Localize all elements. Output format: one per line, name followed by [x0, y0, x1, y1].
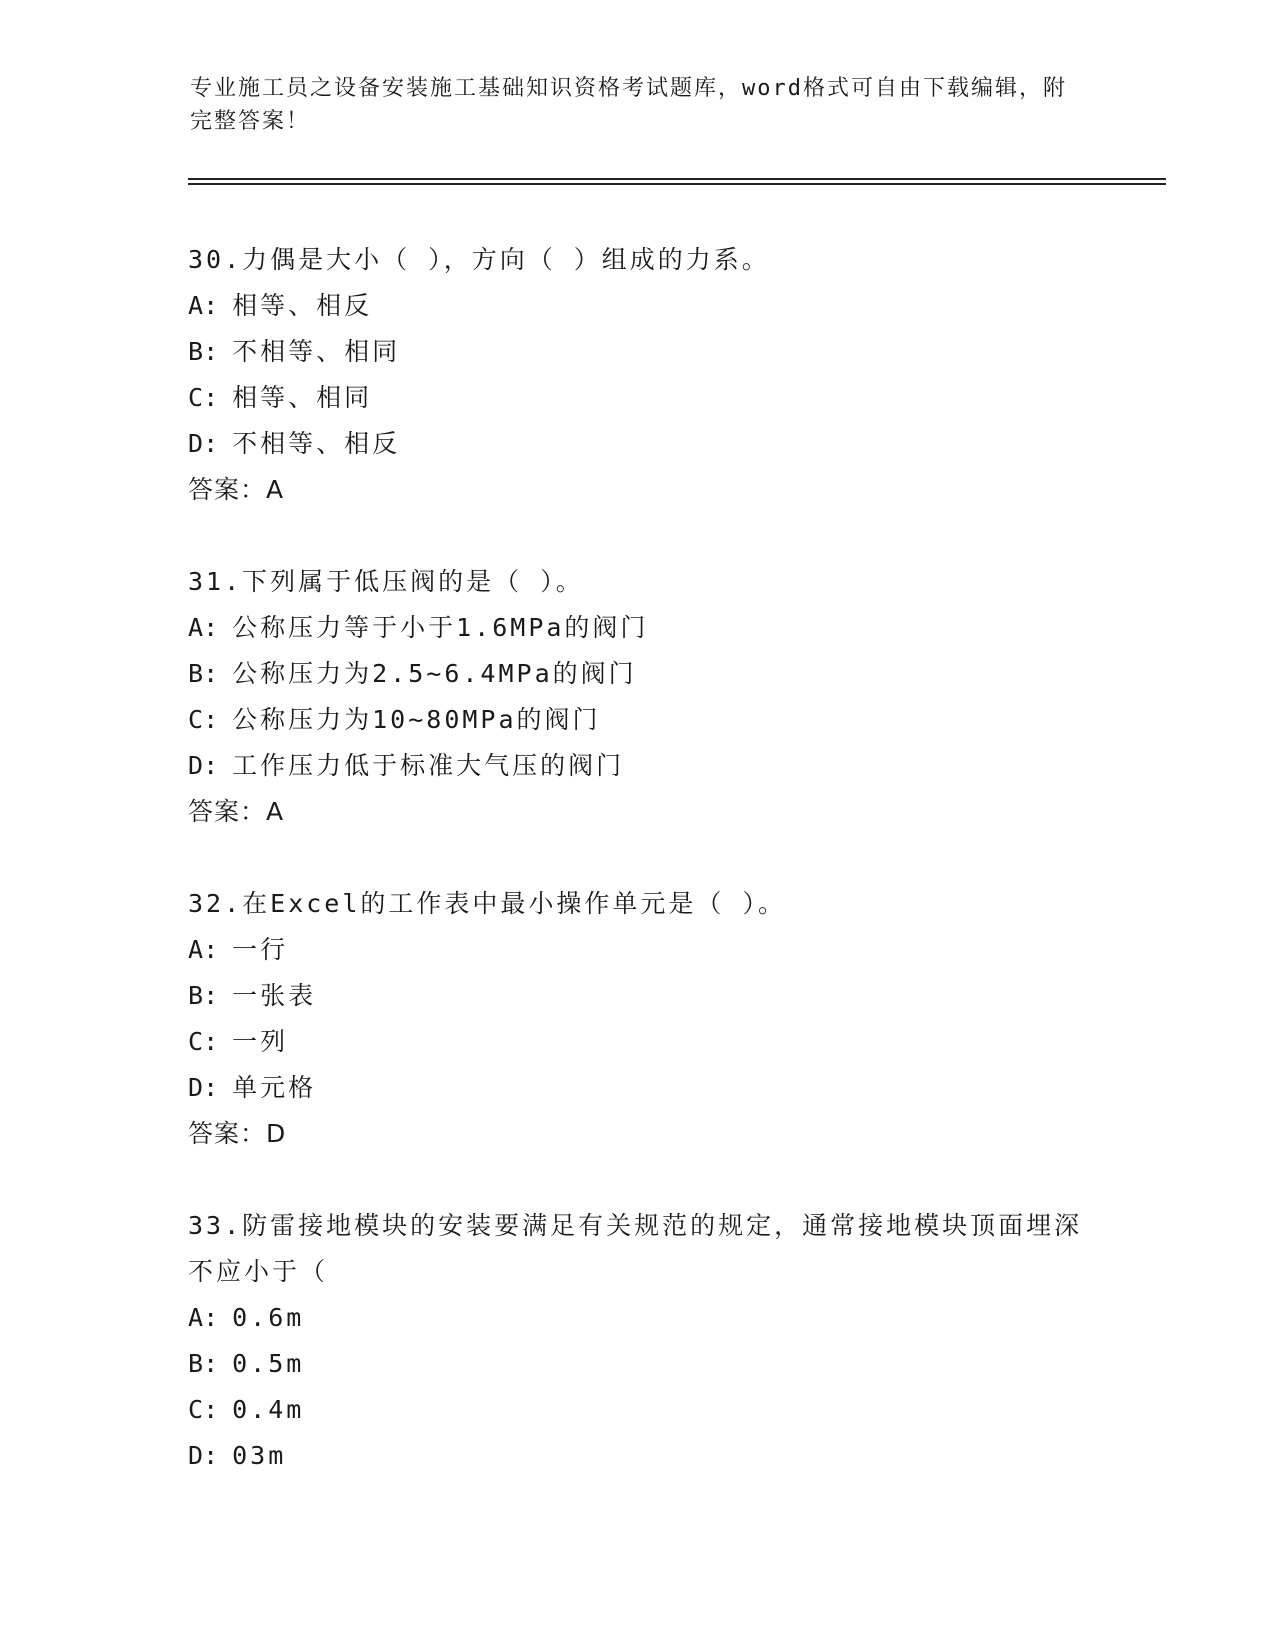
- header-divider-bottom: [188, 183, 1166, 185]
- header-text: 专业施工员之设备安装施工基础知识资格考试题库，word格式可自由下载编辑，附完整答案！: [190, 76, 1067, 134]
- option-letter: B: [188, 981, 204, 1010]
- option-text: 工作压力低于标准大气压的阀门: [232, 751, 625, 780]
- option-letter: A: [188, 935, 204, 964]
- option-c: C: 0.4m: [188, 1395, 305, 1424]
- option-text: 0.5m: [232, 1349, 305, 1378]
- option-text: 公称压力为10~80MPa的阀门: [232, 705, 601, 734]
- option-letter: D: [188, 1073, 204, 1102]
- option-b: B: 0.5m: [188, 1349, 305, 1378]
- option-text: 不相等、相反: [232, 429, 401, 458]
- question-stem: 33.防雷接地模块的安装要满足有关规范的规定，通常接地模块顶面埋深不应小于（: [188, 1211, 1083, 1286]
- question-stem: 32.在Excel的工作表中最小操作单元是（ ）。: [188, 889, 786, 918]
- answer-line: 答案：A: [188, 797, 285, 826]
- option-letter: B: [188, 659, 204, 688]
- question-30: [188, 237, 1148, 513]
- header-divider-top: [188, 178, 1166, 180]
- option-letter: D: [188, 429, 204, 458]
- option-letter: A: [188, 613, 204, 642]
- option-c: C: 相等、相同: [188, 383, 373, 412]
- option-letter: A: [188, 291, 204, 320]
- option-b: B: 不相等、相同: [188, 337, 401, 366]
- option-text: 一列: [232, 1027, 289, 1056]
- option-c: C: 一列: [188, 1027, 289, 1056]
- option-text: 相等、相反: [232, 291, 373, 320]
- option-text: 单元格: [232, 1073, 317, 1102]
- option-d: D: 单元格: [188, 1073, 317, 1102]
- option-text: 相等、相同: [232, 383, 373, 412]
- option-text: 不相等、相同: [232, 337, 401, 366]
- option-letter: C: [188, 1027, 204, 1056]
- question-stem: 30.力偶是大小（ ），方向（ ）组成的力系。: [188, 245, 770, 274]
- option-b: B: 一张表: [188, 981, 317, 1010]
- option-text: 03m: [232, 1441, 287, 1470]
- option-b: B: 公称压力为2.5~6.4MPa的阀门: [188, 659, 637, 688]
- question-32: [188, 881, 1148, 1157]
- document-header: [190, 72, 1090, 138]
- option-letter: A: [188, 1303, 204, 1332]
- option-a: A: 一行: [188, 935, 289, 964]
- option-letter: D: [188, 751, 204, 780]
- option-a: A: 0.6m: [188, 1303, 305, 1332]
- option-text: 一张表: [232, 981, 317, 1010]
- option-c: C: 公称压力为10~80MPa的阀门: [188, 705, 601, 734]
- question-33: [188, 1203, 1148, 1479]
- option-letter: D: [188, 1441, 204, 1470]
- option-a: A: 公称压力等于小于1.6MPa的阀门: [188, 613, 649, 642]
- option-text: 0.6m: [232, 1303, 305, 1332]
- option-d: D: 不相等、相反: [188, 429, 401, 458]
- option-text: 0.4m: [232, 1395, 305, 1424]
- option-letter: C: [188, 705, 204, 734]
- question-stem: 31.下列属于低压阀的是（ ）。: [188, 567, 584, 596]
- option-d: D: 03m: [188, 1441, 287, 1470]
- question-31: [188, 559, 1148, 835]
- option-text: 一行: [232, 935, 289, 964]
- answer-line: 答案：A: [188, 475, 285, 504]
- answer-line: 答案：D: [188, 1119, 287, 1148]
- option-letter: B: [188, 337, 204, 366]
- option-text: 公称压力为2.5~6.4MPa的阀门: [232, 659, 637, 688]
- option-a: A: 相等、相反: [188, 291, 373, 320]
- option-letter: C: [188, 1395, 204, 1424]
- option-text: 公称压力等于小于1.6MPa的阀门: [232, 613, 649, 642]
- question-list: [188, 237, 1148, 1525]
- option-d: D: 工作压力低于标准大气压的阀门: [188, 751, 625, 780]
- option-letter: B: [188, 1349, 204, 1378]
- option-letter: C: [188, 383, 204, 412]
